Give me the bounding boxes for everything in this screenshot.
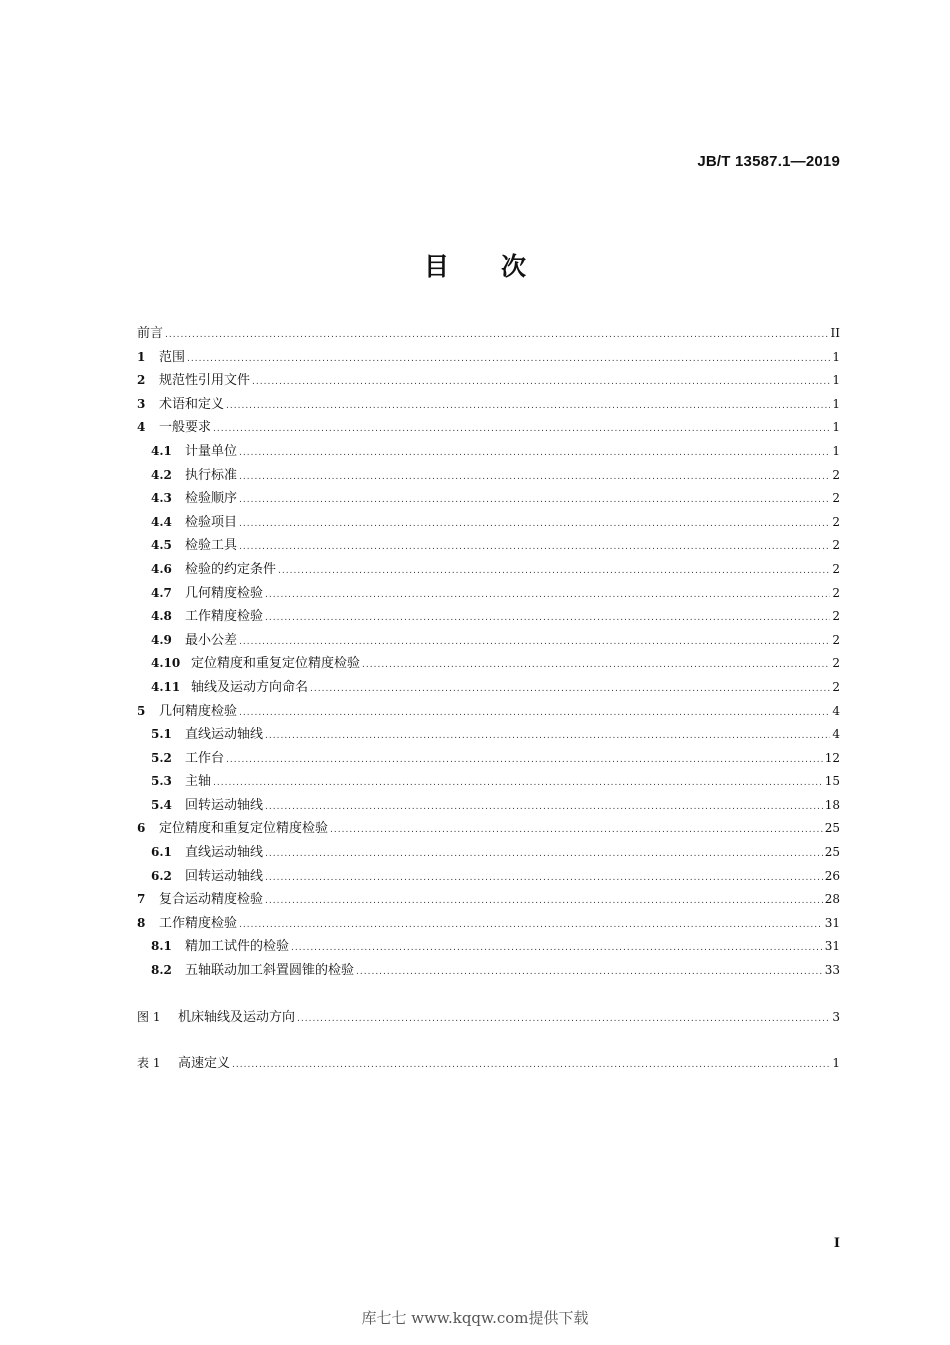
toc-entry-label: 一般要求: [159, 420, 212, 436]
toc-entry-page: II: [830, 326, 840, 340]
toc-entry[interactable]: [137, 817, 840, 841]
toc-entry-label: 术语和定义: [159, 396, 225, 412]
toc-entry-label: 工作台: [185, 750, 225, 766]
toc-entry-label: 主轴: [185, 774, 212, 790]
toc-entry-page: 1: [832, 396, 840, 411]
toc-entry[interactable]: [137, 464, 840, 488]
dot-leader: [265, 843, 823, 867]
toc-entry-number: 4: [137, 420, 146, 435]
toc-entry-label: 前言: [137, 326, 164, 341]
toc-entry-number: 4.3: [151, 491, 172, 506]
toc-entry-page: 2: [832, 514, 840, 529]
dot-leader: [239, 442, 830, 466]
toc-entry-number: 6.2: [151, 868, 172, 883]
toc-entry-number: 8.2: [151, 963, 172, 978]
toc-entry[interactable]: [137, 770, 840, 794]
toc-entry-page: 2: [832, 561, 840, 576]
toc-entry[interactable]: [137, 393, 840, 417]
dot-leader: [239, 914, 823, 938]
dot-leader: [239, 513, 830, 537]
dot-leader: [297, 1008, 830, 1032]
toc-entry-label: 回转运动轴线: [185, 868, 264, 884]
toc-entry-page: 12: [824, 750, 840, 765]
toc-entry-page: 2: [832, 609, 840, 624]
toc-entry-page: 31: [824, 939, 840, 954]
dot-leader: [265, 725, 830, 749]
toc-entry-number: 4.1: [151, 443, 172, 458]
title-char-1: 目: [423, 252, 449, 281]
toc-entry-label: 工作精度检验: [159, 915, 238, 931]
dot-leader: [239, 702, 830, 726]
toc-entry-label: 五轴联动加工斜置圆锥的检验: [185, 963, 355, 979]
toc-entry-label: 复合运动精度检验: [159, 892, 264, 908]
toc-entry-page: 4: [832, 703, 840, 718]
toc-entry-number: 5: [137, 703, 146, 718]
dot-leader: [187, 348, 830, 372]
dot-leader: [165, 324, 829, 348]
toc-entry-page: 33: [824, 963, 840, 978]
toc-entry-label: 几何精度检验: [185, 585, 264, 601]
dot-leader: [265, 796, 823, 820]
toc-entry[interactable]: [137, 558, 840, 582]
dot-leader: [330, 819, 823, 843]
toc-entry-number: 5.3: [151, 774, 172, 789]
toc-entry[interactable]: [137, 440, 840, 464]
dot-leader: [265, 584, 830, 608]
toc-entry-number: 4.7: [151, 585, 172, 600]
toc-entry-label: 轴线及运动方向命名: [191, 679, 309, 695]
toc-entry-label: 机床轴线及运动方向: [178, 1009, 296, 1025]
toc-entry-number: 8.1: [151, 939, 172, 954]
toc-entry[interactable]: [137, 534, 840, 558]
toc-entry-label: 计量单位: [185, 443, 238, 459]
toc-entry-page: 3: [832, 1009, 840, 1024]
toc-entry-label: 精加工试件的检验: [185, 939, 290, 955]
toc-entry-number: 5.1: [151, 727, 172, 742]
toc-entry-number: 图 1: [137, 1009, 161, 1024]
toc-entry-number: 1: [137, 349, 146, 364]
dot-leader: [356, 961, 823, 985]
toc-entry[interactable]: [137, 912, 840, 936]
toc-entry-page: 4: [832, 727, 840, 742]
page-title: [0, 247, 950, 283]
toc-entry-page: 2: [832, 632, 840, 647]
dot-leader: [265, 867, 823, 891]
dot-leader: [362, 654, 830, 678]
dot-leader: [239, 489, 830, 513]
dot-leader: [278, 560, 830, 584]
toc-entry-label: 检验工具: [185, 538, 238, 554]
toc-entry-page: 1: [832, 373, 840, 388]
table-of-contents: [137, 322, 840, 1076]
toc-entry[interactable]: [137, 935, 840, 959]
toc-entry-number: 6: [137, 821, 146, 836]
toc-entry-label: 回转运动轴线: [185, 797, 264, 813]
toc-entry-number: 4.2: [151, 467, 172, 482]
toc-entry-label: 检验顺序: [185, 491, 238, 507]
dot-leader: [239, 466, 830, 490]
toc-entry-page: 2: [832, 656, 840, 671]
toc-entry-number: 4.11: [151, 679, 181, 694]
toc-entry[interactable]: [137, 959, 840, 983]
toc-entry-label: 工作精度检验: [185, 609, 264, 625]
toc-entry[interactable]: [137, 346, 840, 370]
title-char-2: 次: [501, 252, 527, 281]
figure-entry[interactable]: [137, 1006, 840, 1030]
toc-entry[interactable]: [137, 629, 840, 653]
dot-leader: [291, 937, 823, 961]
toc-entry-page: 26: [824, 868, 840, 883]
toc-entry[interactable]: [137, 676, 840, 700]
toc-entry-number: 5.2: [151, 750, 172, 765]
toc-entry[interactable]: [137, 865, 840, 889]
toc-entry-page: 25: [824, 845, 840, 860]
toc-entry[interactable]: [137, 511, 840, 535]
toc-entry-label: 定位精度和重复定位精度检验: [159, 821, 329, 837]
toc-entry-page: 2: [832, 538, 840, 553]
dot-leader: [226, 749, 823, 773]
toc-entry-number: 6.1: [151, 845, 172, 860]
toc-entry-label: 最小公差: [185, 632, 238, 648]
toc-entry-page: 1: [832, 443, 840, 458]
toc-entry-label: 几何精度检验: [159, 703, 238, 719]
toc-entry-number: 4.4: [151, 514, 172, 529]
dot-leader: [232, 1054, 830, 1078]
toc-entry-label: 检验的约定条件: [185, 561, 277, 577]
toc-entry-number: 2: [137, 373, 146, 388]
toc-entry-page: 2: [832, 467, 840, 482]
toc-entry[interactable]: [137, 487, 840, 511]
dot-leader: [265, 890, 823, 914]
toc-entry-page: 2: [832, 679, 840, 694]
toc-entry[interactable]: [137, 582, 840, 606]
toc-entry-label: 规范性引用文件: [159, 373, 251, 389]
dot-leader: [252, 371, 830, 395]
toc-entry-page: 18: [824, 797, 840, 812]
dot-leader: [265, 607, 830, 631]
toc-entry-label: 直线运动轴线: [185, 845, 264, 861]
toc-entry-page: 15: [824, 774, 840, 789]
toc-entry-page: 2: [832, 491, 840, 506]
dot-leader: [310, 678, 830, 702]
toc-entry[interactable]: [137, 369, 840, 393]
toc-entry-page: 28: [824, 892, 840, 907]
toc-entry-number: 5.4: [151, 797, 172, 812]
dot-leader: [239, 631, 830, 655]
toc-entry-number: 8: [137, 915, 146, 930]
dot-leader: [239, 536, 830, 560]
toc-entry-number: 3: [137, 396, 146, 411]
toc-entry-number: 4.10: [151, 656, 181, 671]
toc-entry-number: 4.8: [151, 609, 172, 624]
toc-entry[interactable]: [137, 416, 840, 440]
toc-entry-page: 1: [832, 420, 840, 435]
dot-leader: [226, 395, 830, 419]
toc-entry-number: 4.6: [151, 561, 172, 576]
toc-entry-number: 4.9: [151, 632, 172, 647]
toc-entry[interactable]: [137, 652, 840, 676]
toc-entry[interactable]: [137, 723, 840, 747]
toc-entry-label: 直线运动轴线: [185, 727, 264, 743]
toc-entry-label: 范围: [159, 349, 186, 365]
toc-entry-page: 2: [832, 585, 840, 600]
toc-entry-number: 4.5: [151, 538, 172, 553]
toc-entry[interactable]: [137, 700, 840, 724]
toc-entry[interactable]: [137, 888, 840, 912]
dot-leader: [213, 418, 830, 442]
toc-entry-label: 检验项目: [185, 514, 238, 530]
table-entry[interactable]: [137, 1052, 840, 1076]
toc-entry-label: 高速定义: [178, 1056, 231, 1072]
standard-code: JB/T 13587.1—2019: [697, 153, 840, 170]
toc-entry[interactable]: [137, 794, 840, 818]
dot-leader: [213, 772, 823, 796]
toc-entry-number: 7: [137, 892, 146, 907]
toc-entry-page: 31: [824, 915, 840, 930]
page-number: I: [833, 1236, 840, 1251]
toc-entry-page: 1: [832, 349, 840, 364]
toc-entry-page: 1: [832, 1056, 840, 1071]
watermark: 库七七 www.kqqw.com提供下载: [361, 1309, 589, 1327]
toc-entry-number: 表 1: [137, 1056, 161, 1071]
toc-entry-page: 25: [824, 821, 840, 836]
toc-entry[interactable]: [137, 322, 840, 346]
toc-entry[interactable]: [137, 605, 840, 629]
toc-entry-label: 定位精度和重复定位精度检验: [191, 656, 361, 672]
toc-entry[interactable]: [137, 841, 840, 865]
toc-entry[interactable]: [137, 747, 840, 771]
toc-entry-label: 执行标准: [185, 467, 238, 483]
